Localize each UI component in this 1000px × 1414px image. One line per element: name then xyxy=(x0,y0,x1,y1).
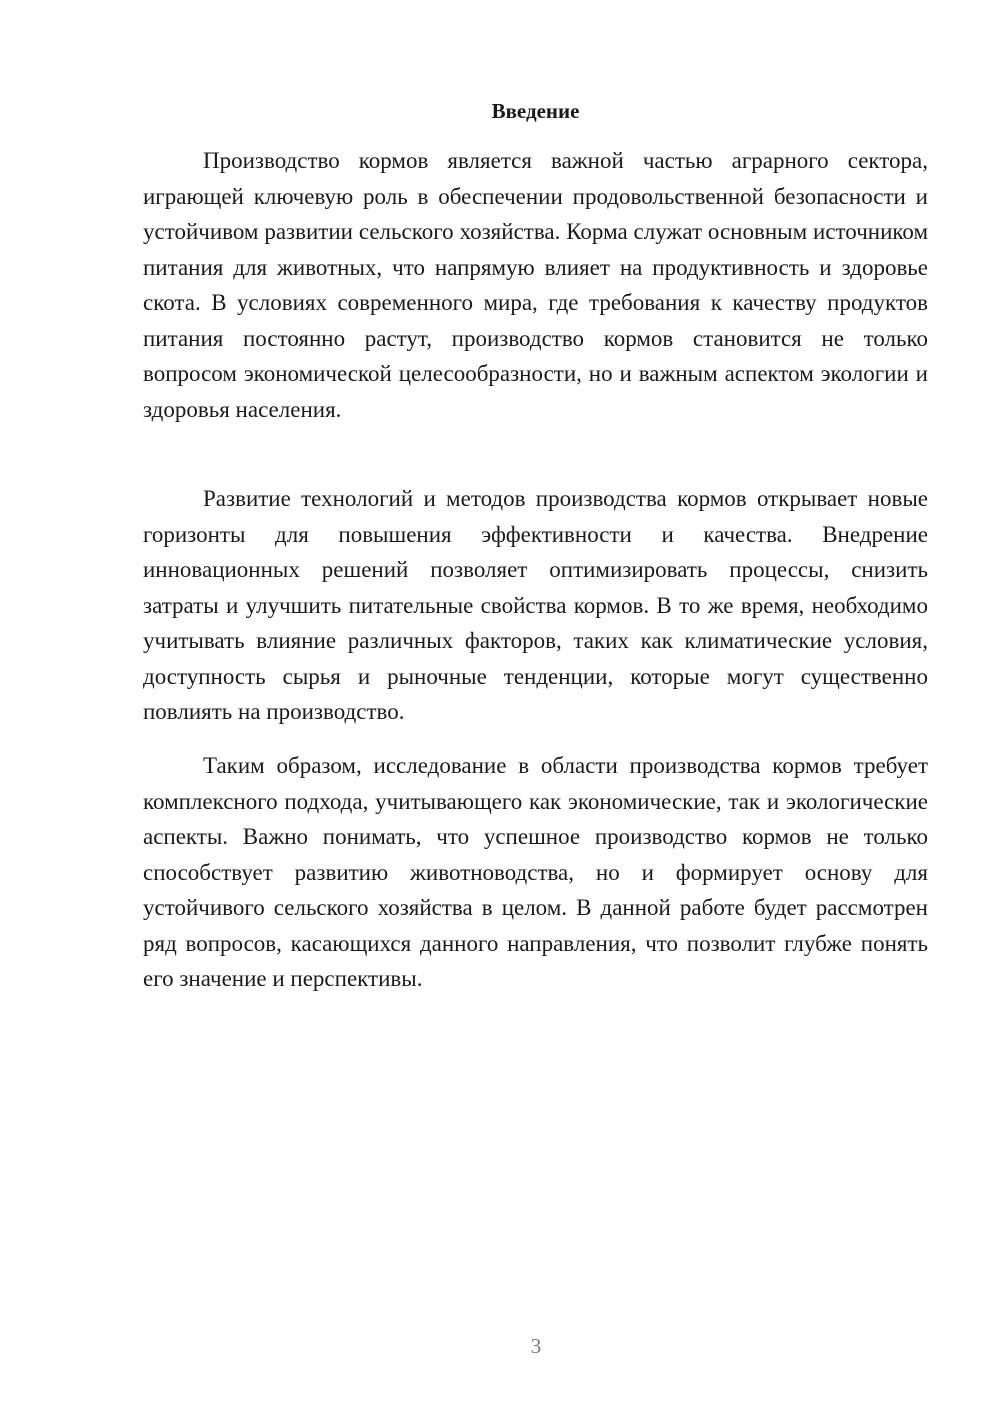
paragraph-1: Производство кормов является важной частью аграрного сектора, играющей ключевую роль в обеспечении продовольственной безопасности и устойчивом развитии сельского хозяйства. Корма служат основным источником питания для животных, что напрямую влияет на продуктивность и здоровье скота. В условиях современного мира, где требования к качеству продуктов питания постоянно растут, производство кормов становится не только вопросом экономической целесообразности, но и важным аспектом экологии и здоровья населения. xyxy=(143,148,928,422)
paragraph-2: Развитие технологий и методов производства кормов открывает новые горизонты для повышения эффективности и качества. Внедрение инновационных решений позволяет оптимизировать процессы, снизить затраты и улучшить питательные свойства кормов. В то же время, необходимо учитывать влияние различных факторов, таких как климатические условия, доступность сырья и рыночные тенденции, которые могут существенно повлиять на производство. xyxy=(143,486,928,724)
paragraph-3: Таким образом, исследование в области производства кормов требует комплексного подхода, учитывающего как экономические, так и экологические аспекты. Важно понимать, что успешное производство кормов не только способствует развитию животноводства, но и формирует основу для устойчивого сельского хозяйства в целом. В данной работе будет рассмотрен ряд вопросов, касающихся данного направления, что позволит глубже понять его значение и перспективы. xyxy=(143,753,928,991)
page-number: 3 xyxy=(530,1334,542,1358)
section-title: Введение xyxy=(491,99,580,123)
